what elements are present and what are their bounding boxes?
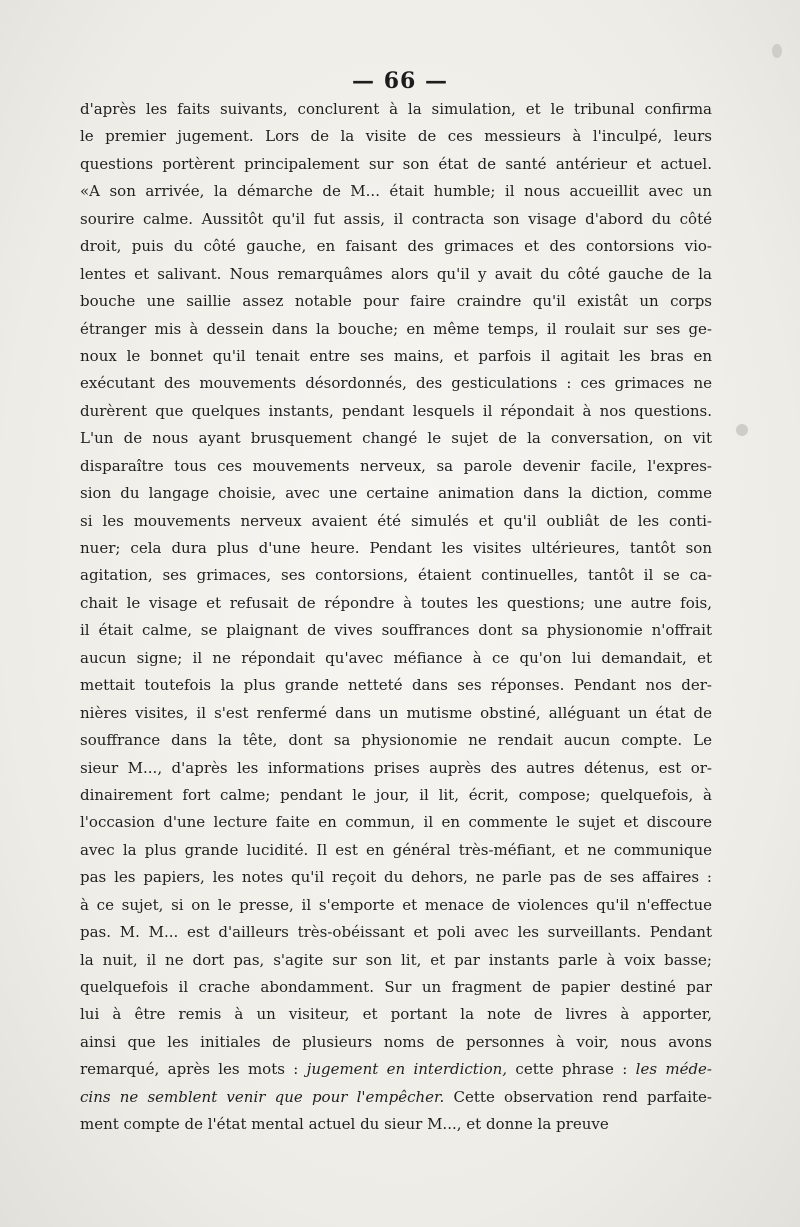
text-line [80, 425, 712, 452]
text-line [80, 480, 712, 507]
text-segment: pas. M. M... est d'ailleurs très-obéissant et poli avec les surveillants. Pendant [80, 923, 712, 942]
text-line [80, 96, 712, 123]
text-line [80, 316, 712, 343]
text-line [80, 590, 712, 617]
text-line [80, 1084, 712, 1111]
text-segment: étranger mis à dessein dans la bouche; en même temps, il roulait sur ses ge- [80, 319, 712, 338]
text-line [80, 261, 712, 288]
paper-speck [736, 424, 748, 436]
text-line [80, 1001, 712, 1028]
text-line [80, 343, 712, 370]
text-line [80, 782, 712, 809]
text-line [80, 919, 712, 946]
text-segment: aucun signe; il ne répondait qu'avec méfiance à ce qu'on lui demandait, et [80, 648, 712, 667]
text-segment: droit, puis du côté gauche, en faisant des grimaces et des contorsions vio- [80, 237, 712, 256]
text-line [80, 974, 712, 1001]
page-number: — 66 — [352, 68, 448, 94]
text-segment: avec la plus grande lucidité. Il est en général très-méfiant, et ne communique [80, 840, 712, 859]
text-line [80, 645, 712, 672]
text-segment: lui à être remis à un visiteur, et portant la note de livres à apporter, [80, 1005, 712, 1024]
text-line [80, 562, 712, 589]
text-line [80, 233, 712, 260]
text-line [80, 508, 712, 535]
text-segment: durèrent que quelques instants, pendant lesquels il répondait à nos questions. [80, 401, 712, 420]
text-segment: lentes et salivant. Nous remarquâmes alors qu'il y avait du côté gauche de la [80, 264, 712, 283]
text-segment: à ce sujet, si on le presse, il s'emporte et menace de violences qu'il n'effectue [80, 895, 712, 914]
text-line [80, 1056, 712, 1083]
text-segment: nuer; cela dura plus d'une heure. Pendant les visites ultérieures, tantôt son [80, 539, 712, 557]
text-line [80, 864, 712, 891]
text-line [80, 617, 712, 644]
text-line [80, 1029, 712, 1056]
italic-text: jugement en interdiction, [306, 1060, 508, 1079]
text-line [80, 700, 712, 727]
text-segment: mettait toutefois la plus grande netteté dans ses réponses. Pendant nos der- [80, 676, 712, 695]
text-line [80, 151, 712, 178]
text-segment: exécutant des mouvements désordonnés, des gesticulations : ces grimaces ne [80, 374, 712, 393]
text-segment: bouche une saillie assez notable pour faire craindre qu'il existât un corps [80, 292, 712, 311]
text-line [80, 398, 712, 425]
text-segment: il était calme, se plaignant de vives souffrances dont sa physionomie n'offrait [80, 621, 712, 640]
text-line [80, 370, 712, 397]
text-line [80, 672, 712, 699]
text-line [80, 727, 712, 754]
text-segment: chait le visage et refusait de répondre à toutes les questions; une autre fois, [80, 593, 712, 612]
text-line [80, 178, 712, 205]
text-line [80, 892, 712, 919]
text-segment: souffrance dans la tête, dont sa physionomie ne rendait aucun compte. Le [80, 731, 712, 750]
text-segment: sion du langage choisie, avec une certaine animation dans la diction, comme [80, 484, 712, 503]
text-segment: cette phrase : [507, 1060, 636, 1079]
text-segment: agitation, ses grimaces, ses contorsions, étaient continuelles, tantôt il se ca- [80, 566, 712, 585]
paper-speck [772, 44, 782, 58]
text-segment: noux le bonnet qu'il tenait entre ses mains, et parfois il agitait les bras en [80, 346, 712, 365]
italic-text: cins ne semblent venir que pour l'empêcher. [80, 1087, 445, 1106]
text-segment: si les mouvements nerveux avaient été simulés et qu'il oubliât de les conti- [80, 511, 712, 530]
text-segment: ment compte de l'état mental actuel du sieur M..., et donne la preuve [80, 1115, 609, 1134]
text-line [80, 206, 712, 233]
text-segment: sourire calme. Aussitôt qu'il fut assis, il contracta son visage d'abord du côté [80, 209, 712, 228]
text-line [80, 123, 712, 150]
text-segment: disparaître tous ces mouvements nerveux, sa parole devenir facile, l'expres- [80, 456, 712, 475]
text-line [80, 453, 712, 480]
text-segment: quelquefois il crache abondamment. Sur un fragment de papier destiné par [80, 978, 712, 996]
text-segment: la nuit, il ne dort pas, s'agite sur son lit, et par instants parle à voix basse; [80, 950, 712, 969]
text-segment: d'après les faits suivants, conclurent à la simulation, et le tribunal confirma [80, 100, 712, 118]
text-segment: l'occasion d'une lecture faite en commun, il en commente le sujet et discoure [80, 813, 712, 832]
text-line [80, 1111, 712, 1138]
text-line [80, 837, 712, 864]
text-line [80, 288, 712, 315]
text-line [80, 755, 712, 782]
text-segment: ainsi que les initiales de plusieurs noms de personnes à voir, nous avons [80, 1032, 712, 1051]
text-segment: Cette observation rend parfaite- [444, 1087, 712, 1106]
text-segment: nières visites, il s'est renfermé dans un mutisme obstiné, alléguant un état de [80, 703, 712, 722]
text-segment: L'un de nous ayant brusquement changé le sujet de la conversation, on vit [80, 429, 712, 448]
text-line [80, 809, 712, 836]
text-segment: pas les papiers, les notes qu'il reçoit du dehors, ne parle pas de ses affaires : [80, 868, 712, 887]
text-segment: «A son arrivée, la démarche de M... était humble; il nous accueillit avec un [80, 182, 712, 201]
italic-text: les méde- [635, 1060, 712, 1079]
text-segment: sieur M..., d'après les informations prises auprès des autres détenus, est or- [80, 758, 712, 777]
text-line [80, 535, 712, 562]
text-segment: remarqué, après les mots : [80, 1060, 307, 1079]
text-segment: questions portèrent principalement sur son état de santé antérieur et actuel. [80, 154, 712, 173]
text-segment: dinairement fort calme; pendant le jour, il lit, écrit, compose; quelquefois, à [80, 785, 712, 804]
text-line [80, 947, 712, 974]
text-segment: le premier jugement. Lors de la visite de ces messieurs à l'inculpé, leurs [80, 127, 712, 146]
body-text [80, 96, 712, 1139]
